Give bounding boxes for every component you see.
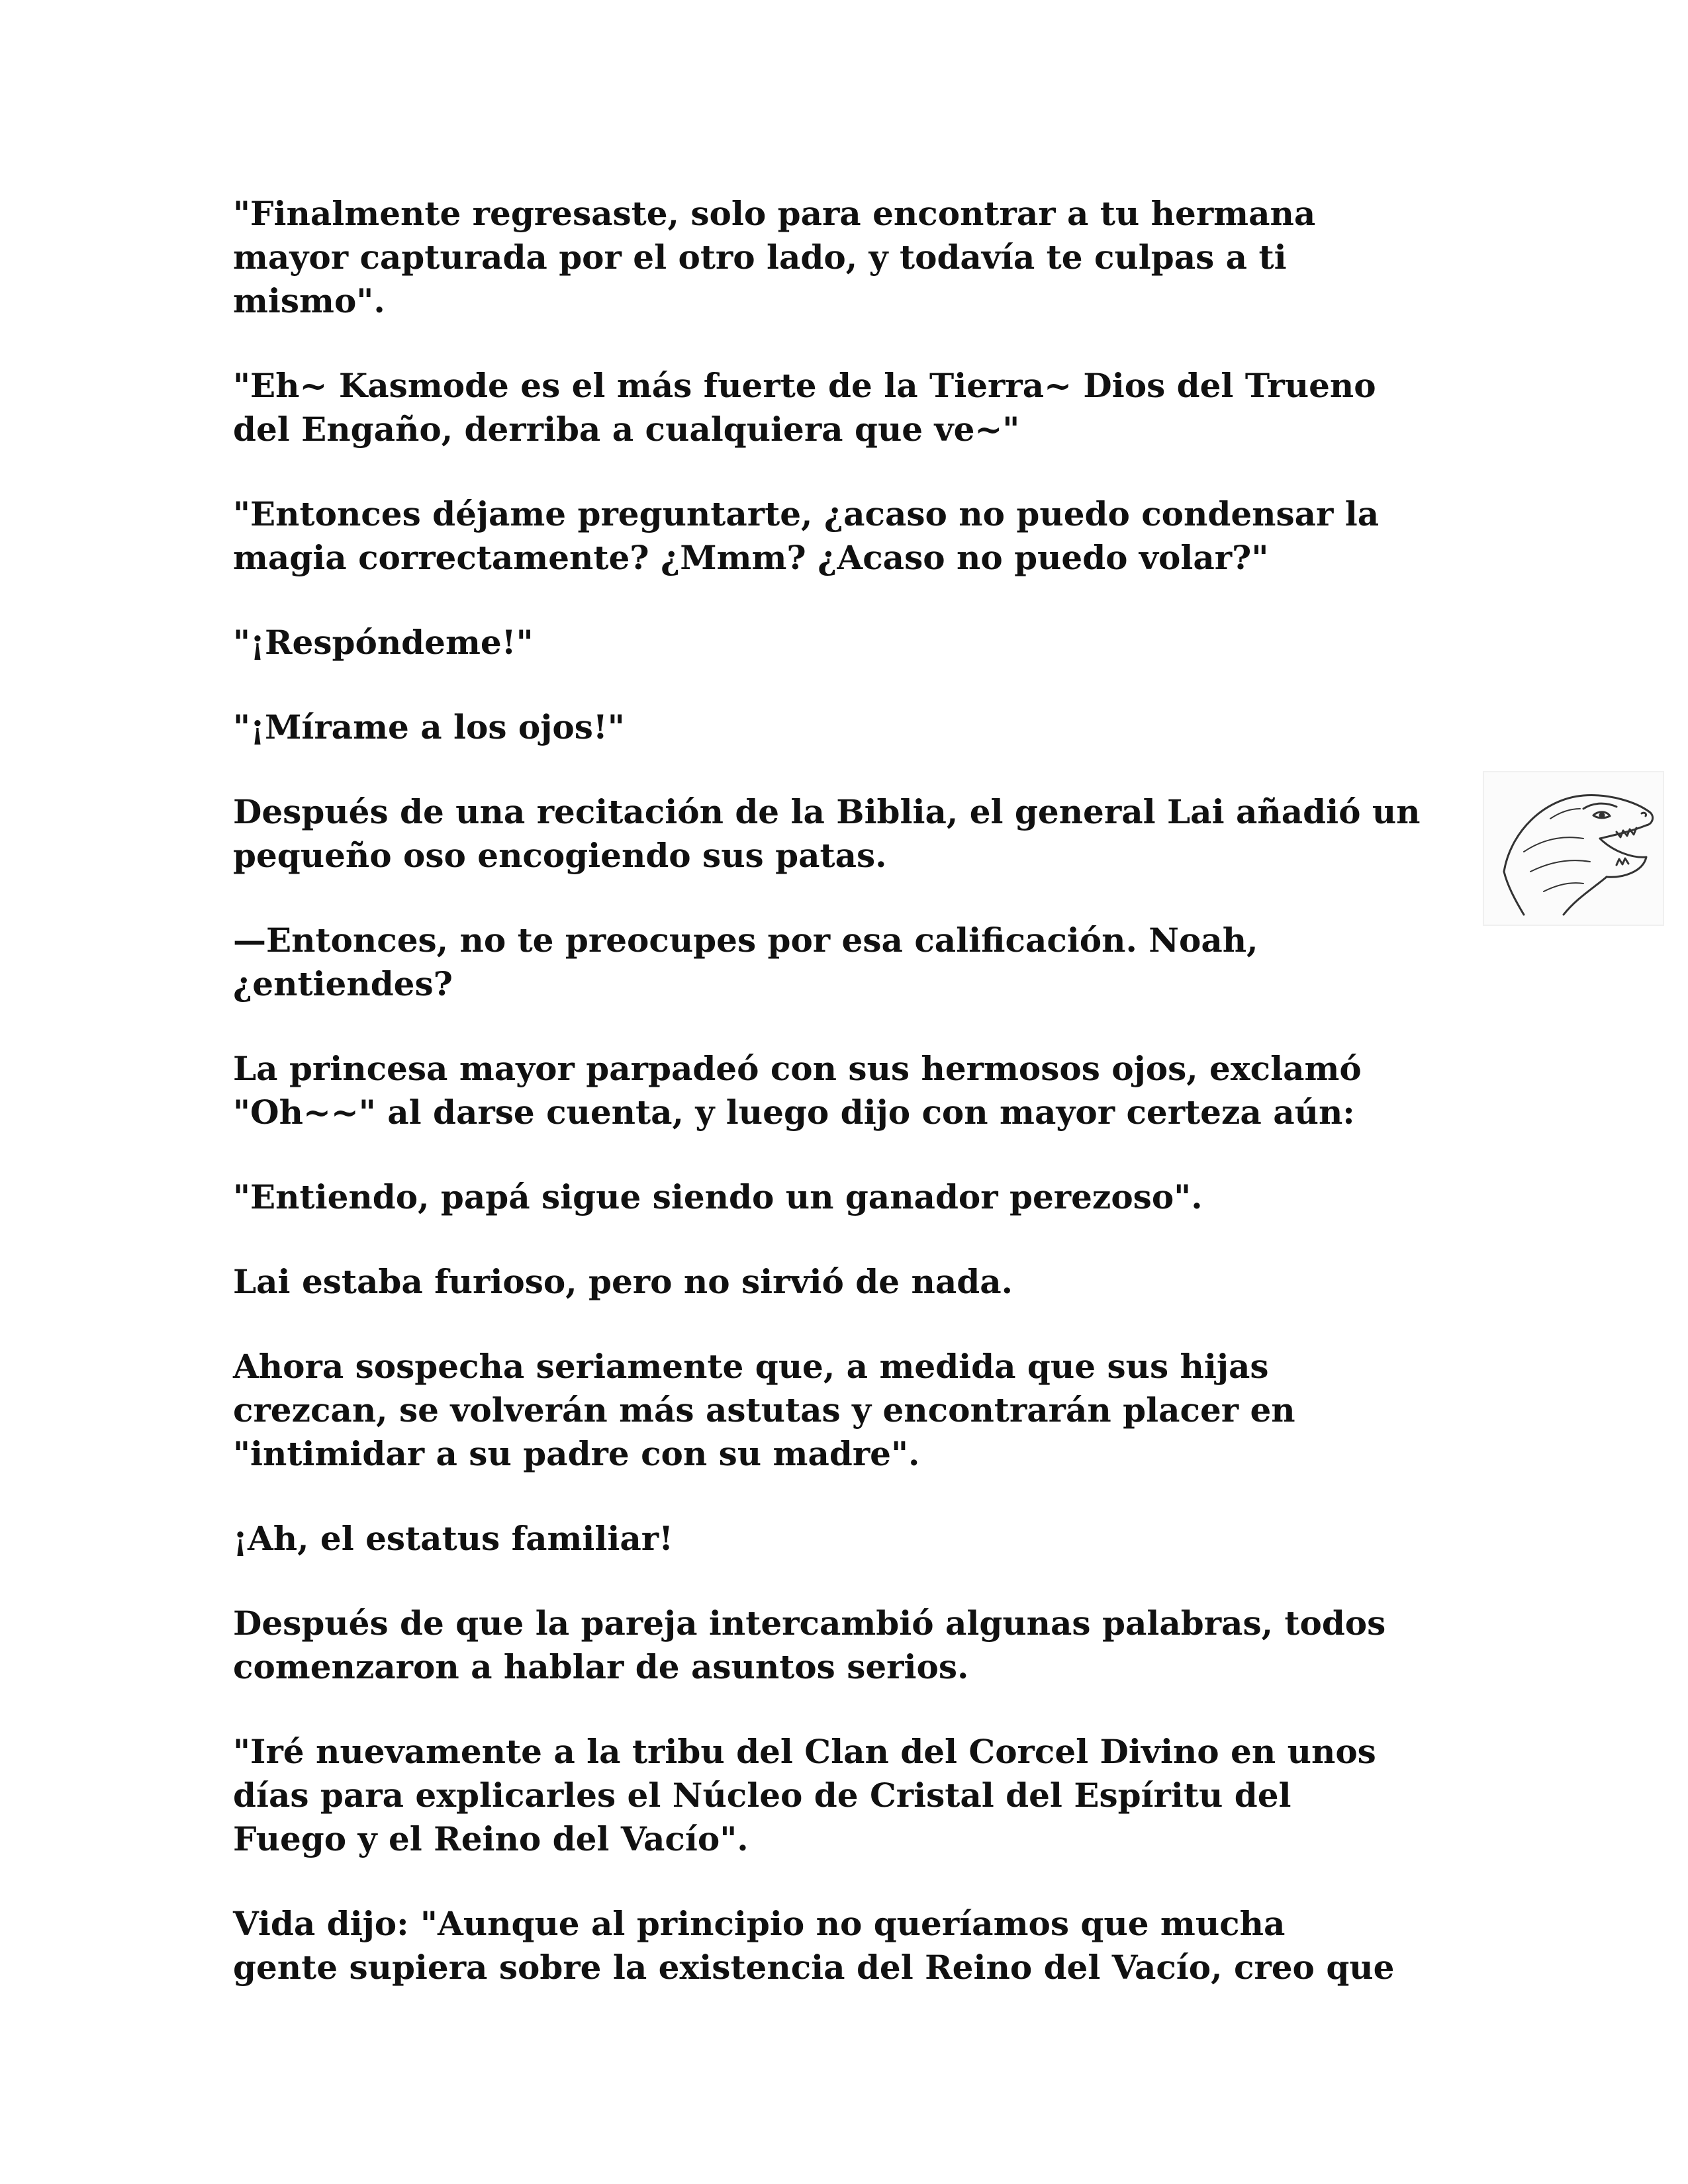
dinosaur-head-sketch-icon (1483, 771, 1664, 926)
paragraph-14: "Iré nuevamente a la tribu del Clan del Corcel Divino en unos días para explicarles el Núcleo de Cristal del Espíritu del Fuego y el Reino del Vacío". (233, 1732, 1376, 1858)
paragraph-2: "Eh~ Kasmode es el más fuerte de la Tierra~ Dios del Trueno del Engaño, derriba a cualquiera que ve~" (233, 366, 1376, 449)
paragraph-8: La princesa mayor parpadeó con sus hermosos ojos, exclamó "Oh~~" al darse cuenta, y luego dijo con mayor certeza aún: (233, 1049, 1362, 1132)
paragraph-7: —Entonces, no te preocupes por esa calificación. Noah, ¿entiendes? (233, 921, 1258, 1003)
paragraph-4: "¡Respóndeme!" (233, 623, 534, 662)
paragraph-11: Ahora sospecha seriamente que, a medida que sus hijas crezcan, se volverán más astutas y encontrarán placer en "intimidar a su padre con su madre". (233, 1347, 1295, 1473)
paragraph-9: "Entiendo, papá sigue siendo un ganador perezoso". (233, 1177, 1203, 1216)
document-body (233, 192, 1458, 2030)
paragraph-12: ¡Ah, el estatus familiar! (233, 1519, 674, 1558)
paragraph-10: Lai estaba furioso, pero no sirvió de nada. (233, 1262, 1013, 1301)
paragraph-3: "Entonces déjame preguntarte, ¿acaso no puedo condensar la magia correctamente? ¿Mmm? ¿Acaso no puedo volar?" (233, 494, 1380, 577)
paragraph-1: "Finalmente regresaste, solo para encontrar a tu hermana mayor capturada por el otro lado, y todavía te culpas a ti mismo". (233, 194, 1316, 320)
paragraph-13: Después de que la pareja intercambió algunas palabras, todos comenzaron a hablar de asuntos serios. (233, 1604, 1386, 1686)
paragraph-5: "¡Mírame a los ojos!" (233, 707, 625, 747)
paragraph-6: Después de una recitación de la Biblia, el general Lai añadió un pequeño oso encogiendo sus patas. (233, 792, 1421, 875)
paragraph-15: Vida dijo: "Aunque al principio no queríamos que mucha gente supiera sobre la existencia del Reino del Vacío, creo que (233, 1904, 1395, 1987)
